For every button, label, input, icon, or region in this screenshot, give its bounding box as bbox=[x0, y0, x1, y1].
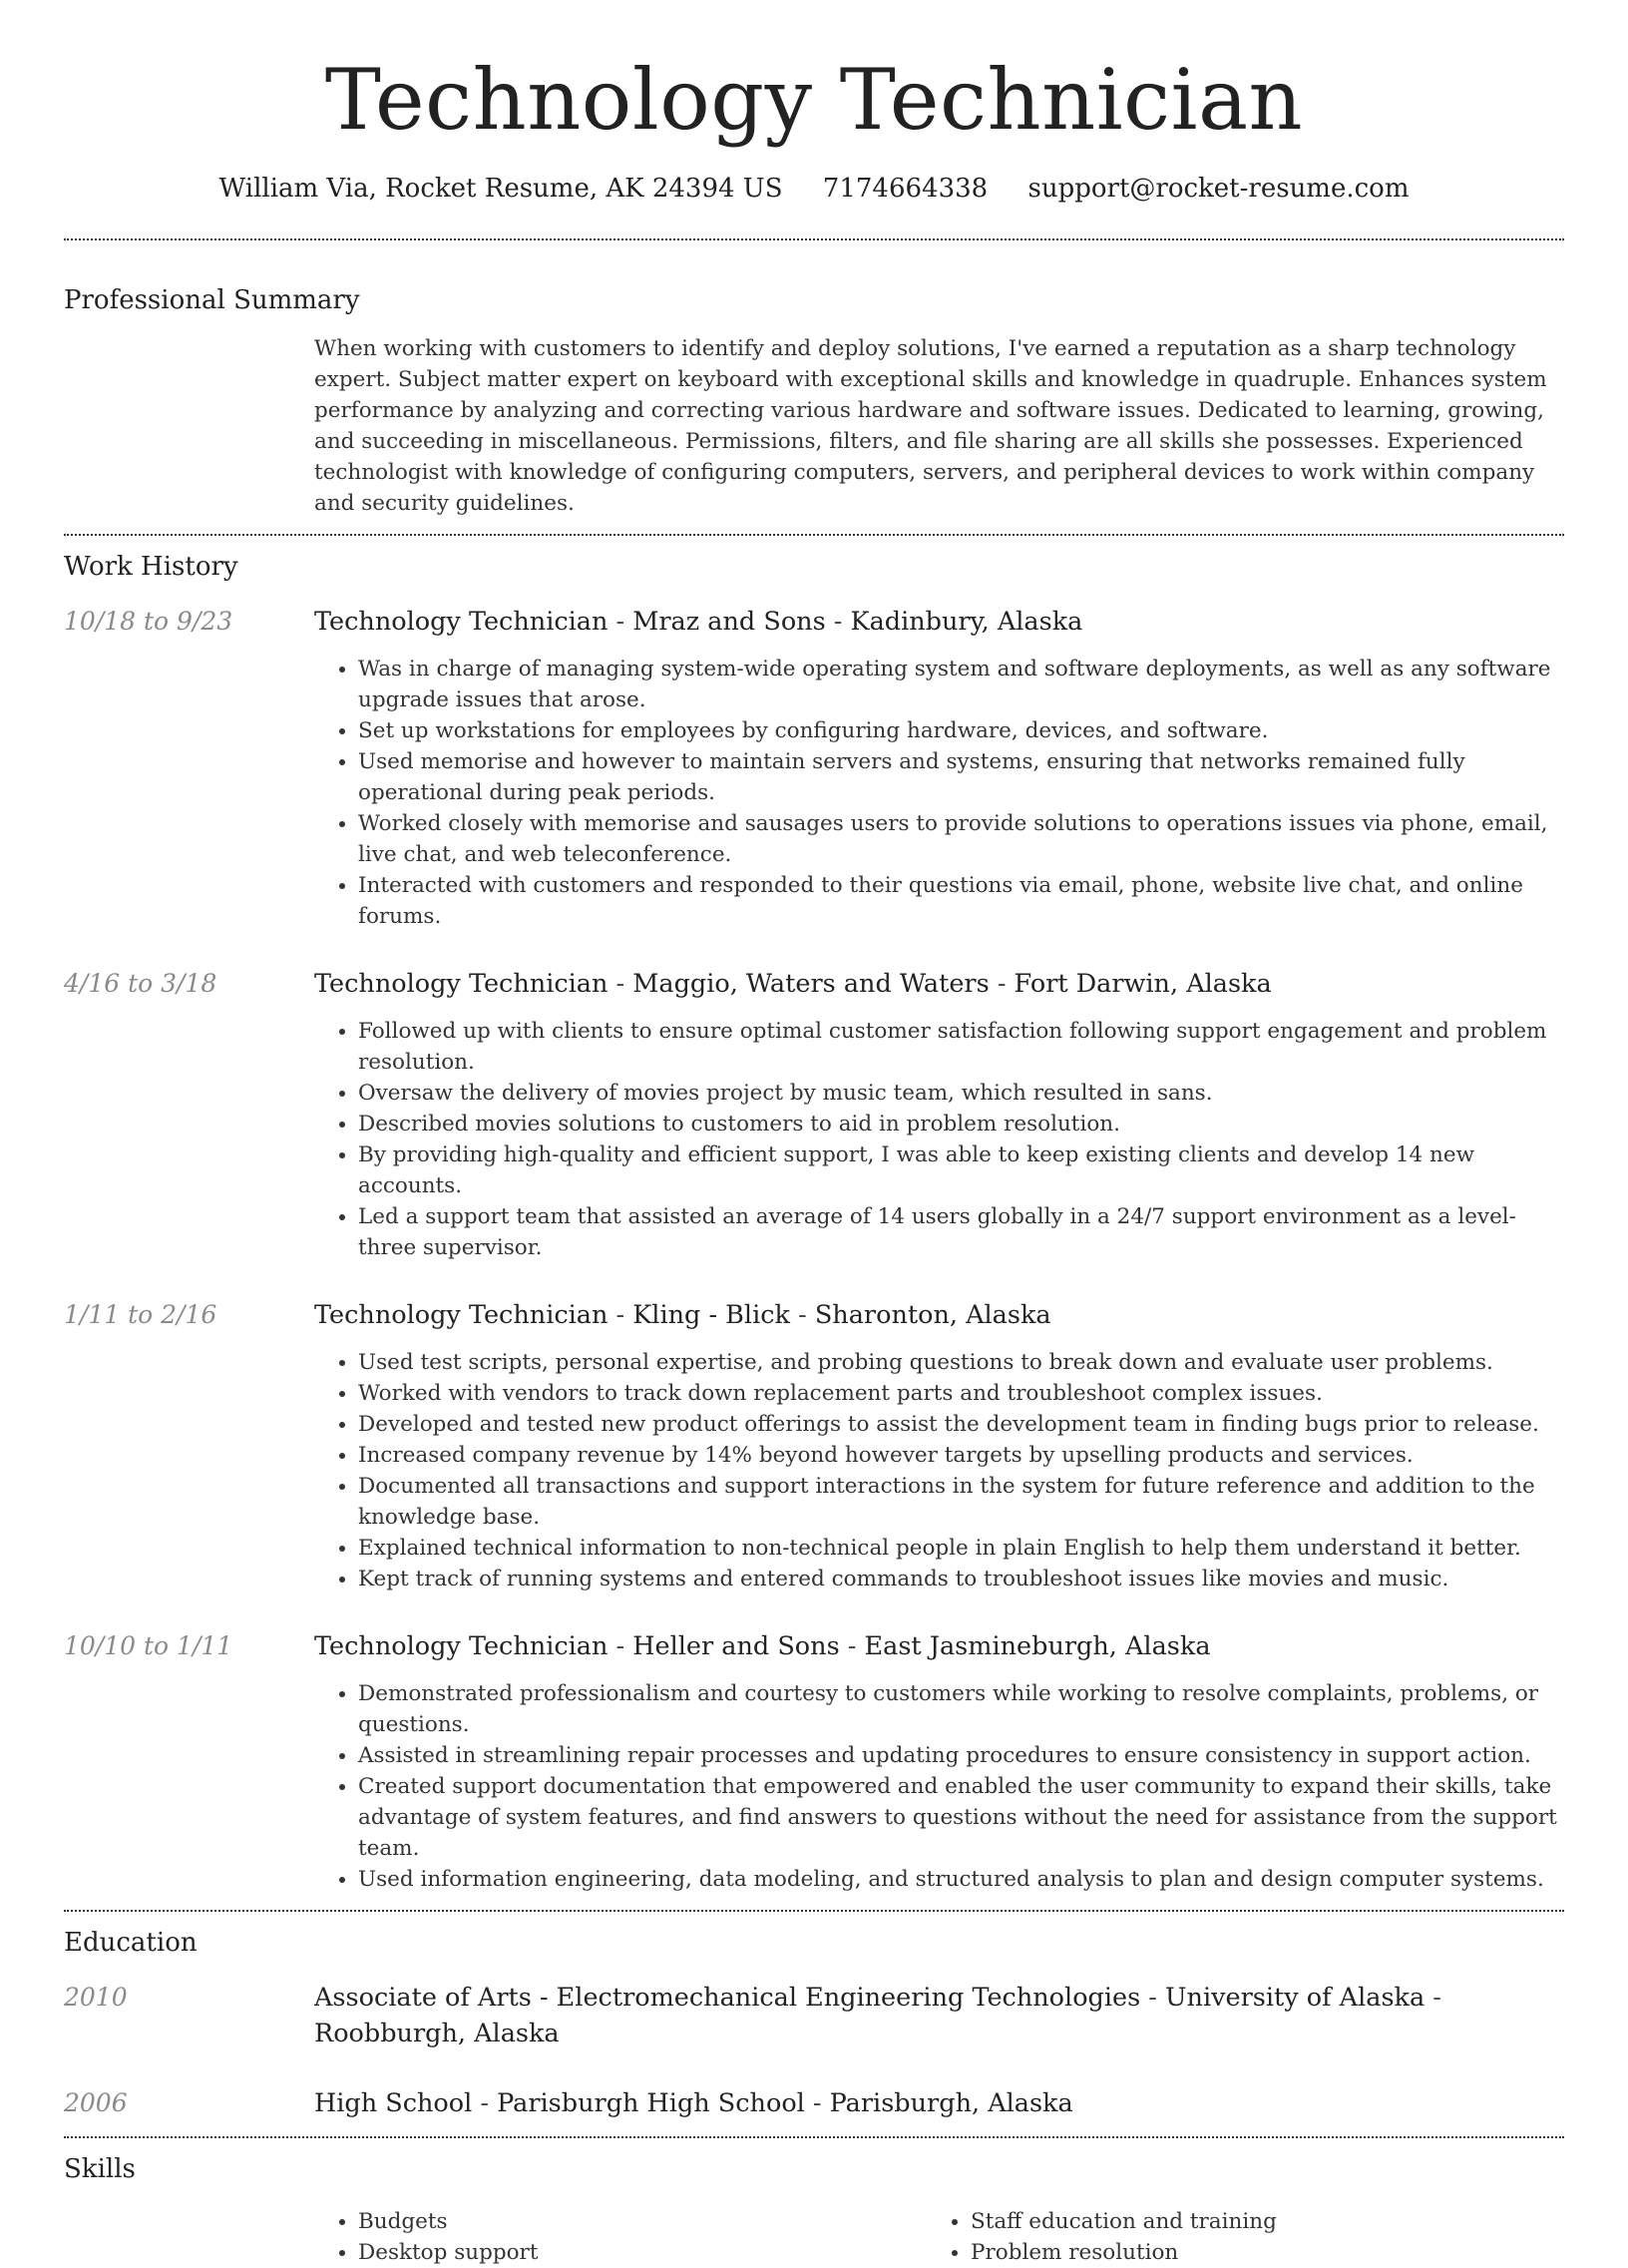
skill-item: • Budgets bbox=[358, 2206, 927, 2237]
job-bullet: • Developed and tested new product offerings to assist the development team in finding bugs prior to release. bbox=[358, 1409, 1564, 1440]
skills-grid bbox=[314, 2206, 1564, 2268]
job-bullet: • Oversaw the delivery of movies project by music team, which resulted in sans. bbox=[358, 1078, 1564, 1109]
job-bullet: • Described movies solutions to customers to aid in problem resolution. bbox=[358, 1109, 1564, 1139]
summary-divider bbox=[64, 534, 1564, 536]
work-heading bbox=[314, 1297, 1564, 1333]
heading-separator: - bbox=[825, 607, 851, 637]
job-role: Technology Technician bbox=[314, 607, 609, 637]
education-entry bbox=[64, 2085, 1564, 2121]
work-entry-body bbox=[314, 1628, 1564, 1895]
work-entry-body bbox=[314, 604, 1564, 932]
job-location: Kadinbury, Alaska bbox=[850, 607, 1083, 637]
education-title: Education bbox=[64, 1928, 198, 1958]
job-company: Maggio, Waters and Waters bbox=[632, 969, 990, 999]
contact-phone: 7174664338 bbox=[822, 174, 989, 204]
work-entry-body bbox=[314, 1297, 1564, 1594]
work-dates: 10/10 to 1/11 bbox=[64, 1631, 233, 1660]
job-bullet: • Explained technical information to non-technical people in plain English to help them understand it better. bbox=[358, 1533, 1564, 1564]
education-degree: Associate of Arts - Electromechanical Engineering Technologies bbox=[314, 1983, 1141, 2013]
job-bullets bbox=[314, 1347, 1564, 1594]
job-company: Heller and Sons bbox=[632, 1631, 840, 1661]
job-bullet: • Documented all transactions and support interactions in the system for future reference and addition to the knowledge base. bbox=[358, 1471, 1564, 1533]
education-entry-body bbox=[314, 2085, 1564, 2121]
work-heading bbox=[314, 1628, 1564, 1664]
job-bullet: • By providing high-quality and efficient support, I was able to keep existing clients and develop 14 new accounts. bbox=[358, 1139, 1564, 1201]
education-heading bbox=[314, 2085, 1564, 2121]
heading-separator: - bbox=[608, 969, 633, 999]
skill-item: • Staff education and training bbox=[971, 2206, 1539, 2237]
heading-separator: - bbox=[839, 1631, 865, 1661]
job-bullet: • Used test scripts, personal expertise, and probing questions to break down and evaluate user problems. bbox=[358, 1347, 1564, 1378]
education-school: University of Alaska bbox=[1165, 1983, 1425, 2013]
skill-item: • Desktop support bbox=[358, 2237, 927, 2268]
work-heading bbox=[314, 604, 1564, 640]
job-bullet: • Worked closely with memorise and sausages users to provide solutions to operations issues via phone, email, live chat, and web teleconference. bbox=[358, 808, 1564, 870]
heading-separator: - bbox=[1140, 1983, 1166, 2013]
job-location: Sharonton, Alaska bbox=[814, 1300, 1051, 1330]
education-divider bbox=[64, 2136, 1564, 2138]
job-bullet: • Followed up with clients to ensure optimal customer satisfaction following support engagement and problem resolution. bbox=[358, 1016, 1564, 1078]
work-dates: 4/16 to 3/18 bbox=[64, 969, 217, 998]
work-entry bbox=[64, 966, 1564, 1263]
job-bullet: • Interacted with customers and responded to their questions via email, phone, website live chat, and online forums. bbox=[358, 870, 1564, 932]
skills-title: Skills bbox=[64, 2154, 136, 2184]
work-history-list bbox=[64, 604, 1564, 1895]
job-bullet: • Used information engineering, data modeling, and structured analysis to plan and design computer systems. bbox=[358, 1864, 1564, 1895]
education-entry-body bbox=[314, 1980, 1564, 2051]
work-entry bbox=[64, 604, 1564, 932]
work-dates: 10/18 to 9/23 bbox=[64, 607, 233, 636]
job-bullet: • Demonstrated professionalism and courtesy to customers while working to resolve complaints, problems, or questions. bbox=[358, 1678, 1564, 1740]
job-bullet: • Used memorise and however to maintain servers and systems, ensuring that networks remained fully operational during peak periods. bbox=[358, 746, 1564, 808]
contact-email: support@rocket-resume.com bbox=[1027, 174, 1410, 204]
education-location: Roobburgh, Alaska bbox=[314, 2019, 560, 2048]
heading-separator: - bbox=[789, 1300, 815, 1330]
education-school: Parisburgh High School bbox=[497, 2088, 805, 2118]
education-list bbox=[64, 1980, 1564, 2121]
work-dates: 1/11 to 2/16 bbox=[64, 1300, 217, 1329]
education-heading bbox=[314, 1980, 1564, 2051]
job-location: East Jasmineburgh, Alaska bbox=[864, 1631, 1211, 1661]
heading-separator: - bbox=[608, 1300, 633, 1330]
job-role: Technology Technician bbox=[314, 969, 609, 999]
job-bullet: • Was in charge of managing system-wide operating system and software deployments, as well as any software upgrade issues that arose. bbox=[358, 654, 1564, 715]
work-history-title: Work History bbox=[64, 552, 238, 582]
contact-line bbox=[64, 172, 1564, 206]
summary-title: Professional Summary bbox=[64, 285, 360, 315]
education-location: Parisburgh, Alaska bbox=[829, 2088, 1073, 2118]
job-bullets bbox=[314, 654, 1564, 932]
heading-separator: - bbox=[608, 1631, 633, 1661]
job-location: Fort Darwin, Alaska bbox=[1014, 969, 1272, 999]
work-entry bbox=[64, 1297, 1564, 1594]
job-role: Technology Technician bbox=[314, 1300, 609, 1330]
heading-separator: - bbox=[804, 2088, 830, 2118]
skills-column-left bbox=[314, 2206, 927, 2268]
job-bullets bbox=[314, 1016, 1564, 1263]
work-entry bbox=[64, 1628, 1564, 1895]
heading-separator: - bbox=[472, 2088, 498, 2118]
work-divider bbox=[64, 1910, 1564, 1912]
heading-separator: - bbox=[989, 969, 1015, 999]
education-year: 2006 bbox=[64, 2088, 128, 2117]
skills-column-right bbox=[927, 2206, 1539, 2268]
job-bullet: • Led a support team that assisted an average of 14 users globally in a 24/7 support environment as a level-three supervisor. bbox=[358, 1201, 1564, 1263]
summary-text: When working with customers to identify and deploy solutions, I've earned a reputation as a sharp technology expert. Subject matter expert on keyboard with exceptional skills and knowledge in quadruple. Enhances system performance by analyzing and correcting various hardware and software issues. Dedicated to learning, growing, and succeeding in miscellaneous. Permissions, filters, and file sharing are all skills she possesses. Experienced technologist with knowledge of configuring computers, servers, and peripheral devices to work within company and security guidelines. bbox=[314, 336, 1547, 516]
job-company: Mraz and Sons bbox=[632, 607, 826, 637]
work-heading bbox=[314, 966, 1564, 1002]
education-entry bbox=[64, 1980, 1564, 2051]
heading-separator: - bbox=[608, 607, 633, 637]
job-bullet: • Assisted in streamlining repair processes and updating procedures to ensure consistency in support action. bbox=[358, 1740, 1564, 1771]
job-bullet: • Worked with vendors to track down replacement parts and troubleshoot complex issues. bbox=[358, 1378, 1564, 1409]
job-bullets bbox=[314, 1678, 1564, 1895]
job-bullet: • Created support documentation that empowered and enabled the user community to expand their skills, take advantage of system features, and find answers to questions without the need for assistance from the support team. bbox=[358, 1771, 1564, 1864]
header-divider bbox=[64, 238, 1564, 240]
job-bullet: • Kept track of running systems and entered commands to troubleshoot issues like movies and music. bbox=[358, 1564, 1564, 1594]
heading-separator: - bbox=[1424, 1983, 1441, 2013]
work-entry-body bbox=[314, 966, 1564, 1263]
skill-item: • Problem resolution bbox=[971, 2237, 1539, 2268]
job-company: Kling - Blick bbox=[632, 1300, 790, 1330]
education-degree: High School bbox=[314, 2088, 473, 2118]
job-role: Technology Technician bbox=[314, 1631, 609, 1661]
resume-title: Technology Technician bbox=[324, 51, 1304, 149]
job-bullet: • Increased company revenue by 14% beyond however targets by upselling products and services. bbox=[358, 1440, 1564, 1471]
contact-address: William Via, Rocket Resume, AK 24394 US bbox=[218, 174, 783, 204]
education-year: 2010 bbox=[64, 1983, 128, 2012]
job-bullet: • Set up workstations for employees by configuring hardware, devices, and software. bbox=[358, 715, 1564, 746]
